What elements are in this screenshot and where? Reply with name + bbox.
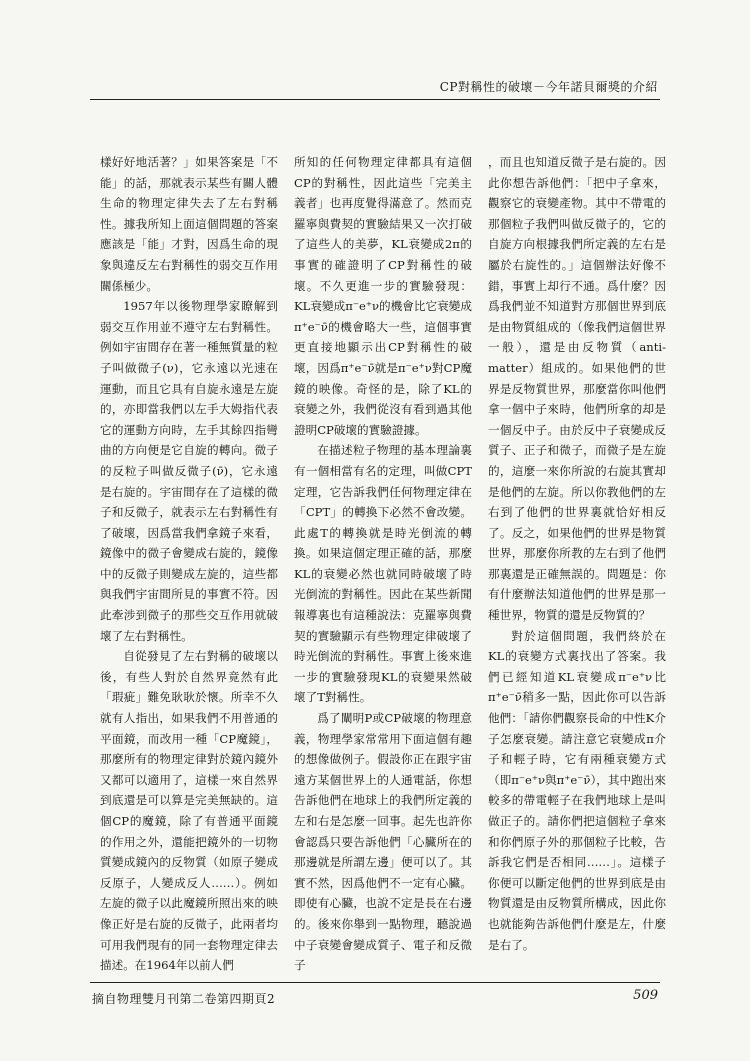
paragraph: ，而且也知道反微子是右旋的。因此你想告訴他們：「把中子拿來，觀察它的衰變產物。其中不帶電的那個粒子我們叫做反微子的，它的自旋方向根據我們所定義的左右是屬於右旋性的。」這個辦法好像不錯，事實上却行不通。爲什麼？因爲我們並不知道對方那個世界到底是由物質組成的（像我們這個世界一般），還是由反物質（anti-matter）組成的。如果他們的世界是反物質世界，那麼當你叫他們拿一個中子來時，他們所拿的却是一個反中子。由於反中子衰變成反質子、正子和微子，而微子是左旋的，這麼一來你所說的右旋其實却是他們的左旋。所以你教他們的左右到了他們的世界裏就恰好相反了。反之，如果他們的世界是物質世界，那麼你所教的左右到了他們那裏還是正確無誤的。問題是：你有什麼辦法知道他們的世界是那一種世界，物質的還是反物質的？ <box>488 155 666 623</box>
footer-rule <box>90 982 660 983</box>
paragraph: 樣好好地活著？」如果答案是「不能」的話，那就表示某些有關人體生命的物理定律失去了左右對稱性。據我所知上面這個問題的答案應該是「能」才對，因爲生命的現象與違反左右對稱性的弱交互作用關係極少。 <box>100 155 278 293</box>
paragraph: 爲了闡明P或CP破壞的物理意義，物理學家常常用下面這個有趣的想像做例子。假設你正在跟宇宙遠方某個世界上的人通電話，你想告訴他們在地球上的我們所定義的左和右是怎麼一回事。起先也許你會認爲只要告訴他們「心臟所在的那邊就是所謂左邊」便可以了。其實不然，因爲他們不一定有心臟。即使有心臟，也說不定是長在右邊的。後來你舉到一點物理，聽說過中子衰變會變成質子、電子和反微子 <box>294 711 472 972</box>
column-2 <box>294 152 472 972</box>
article-body <box>100 152 666 972</box>
paragraph: 在描述粒子物理的基本理論裏有一個相當有名的定理，叫做CPT定理，它告訴我們任何物理定律在「CPT」的轉換下必然不會改變。此處T的轉換就是時光倒流的轉換。如果這個定理正確的話，那麼KL的衰變必然也就同時破壞了時光倒流的對稱性。因此在某些新聞報導裏也有這種說法：克羅寧與費契的實驗顯示有些物理定律破壞了時光倒流的對稱性。事實上後來進一步的實驗發現KL的衰變果然破壞了T對稱性。 <box>294 443 472 705</box>
paragraph: 所知的任何物理定律都具有這個CP的對稱性，因此這些「完美主義者」也再度覺得滿意了。然而克羅寧與費契的實驗結果又一次打破了這些人的美夢，KL衰變成2π的事實的確證明了CP對稱性的破壞。不久更進一步的實驗發現：KL衰變成π⁻e⁺ν的機會比它衰變成π⁺e⁻ν̄的機會略大一些，這個事實更直接地顯示出CP對稱性的破壞，因爲π⁺e⁻ν̄就是π⁻e⁺ν對CP魔鏡的映像。奇怪的是，除了KL的衰變之外，我們從沒有看到過其他證明CP破壞的實驗證據。 <box>294 155 472 437</box>
column-1 <box>100 152 278 972</box>
page-number: 509 <box>633 988 658 1003</box>
paragraph: 1957年以後物理學家瞭解到弱交互作用並不遵守左右對稱性。例如宇宙間存在著一種無質量的粒子叫做微子(ν)，它永遠以光速在運動，而且它具有自旋永遠是左旋的，亦即當我們以左手大姆指代表它的運動方向時，左手其餘四指彎曲的方向便是它自旋的轉向。微子的反粒子叫做反微子(ν̄)，它永遠是右旋的。宇宙間存在了這樣的微子和反微子，就表示左右對稱性有了破壞，因爲當我們拿鏡子來看，鏡像中的微子會變成右旋的，鏡像中的反微子則變成左旋的，這些都與我們宇宙間所見的事實不符。因此牽涉到微子的那些交互作用就破壞了左右對稱性。 <box>100 299 278 643</box>
running-title: CP對稱性的破壞－今年諾貝爾獎的介紹 <box>439 80 658 94</box>
header-rule <box>90 99 660 100</box>
paragraph: 自從發見了左右對稱的破壞以後，有些人對於自然界竟然有此「瑕疵」難免耿耿於懷。所幸不久就有人指出，如果我們不用普通的平面鏡，而改用一種「CP魔鏡」，那麼所有的物理定律對於鏡內鏡外又都可以適用了，這樣一來自然界到底還是可以算是完美無缺的。這個CP的魔鏡，除了有普通平面鏡的作用之外，還能把鏡外的一切物質變成鏡內的反物質（如原子變成反原子，人變成反人……）。例如左旋的微子以此魔鏡所照出來的映像正好是右旋的反微子，此兩者均可用我們現有的同一套物理定律去描述。在1964年以前人們 <box>100 649 278 972</box>
paragraph: 對於這個問題，我們終於在KL的衰變方式裏找出了答案。我們已經知道KL衰變成π⁻e⁺ν比π⁺e⁻ν̄稍多一點，因此你可以告訴他們：「請你們觀察長命的中性K介子怎麼衰變。請注意它衰變成π介子和輕子時，它有兩種衰變方式（即π⁻e⁺ν與π⁺e⁻ν̄），其中跑出來較多的帶電輕子在我們地球上是叫做正子的。請你們把這個粒子拿來和你們原子外的那個粒子比較，告訴我它們是否相同……」。這樣子你便可以斷定他們的世界到底是由物質還是由反物質所構成，因此你也就能夠告訴他們什麼是左，什麼是右了。 <box>488 628 666 952</box>
column-3 <box>488 152 666 972</box>
source-note: 摘自物理雙月刊第二卷第四期頁2 <box>92 992 276 1006</box>
